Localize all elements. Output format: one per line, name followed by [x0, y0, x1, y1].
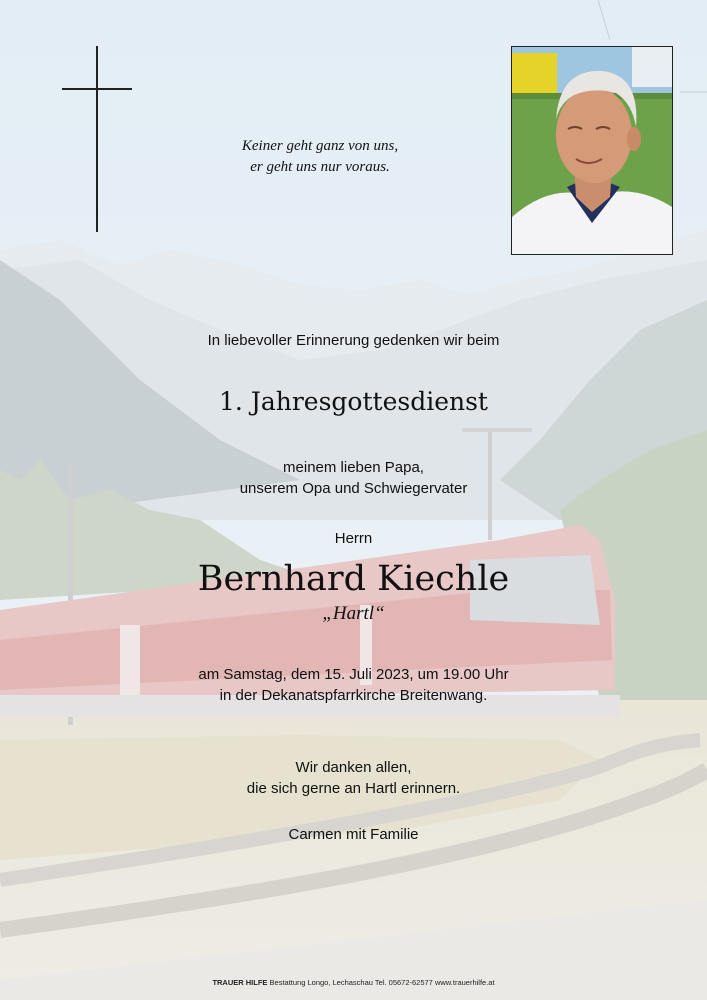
motto: [200, 136, 440, 178]
footer: [0, 978, 707, 987]
relation-line-1: meinem lieben Papa,: [283, 459, 424, 476]
date-line: am Samstag, dem 15. Juli 2023, um 19.00 Uhr: [198, 666, 509, 683]
portrait-photo: [511, 46, 673, 255]
footer-brand: TRAUER HILFE: [212, 978, 268, 987]
deceased-name: Bernhard Kiechle: [197, 559, 510, 599]
event-title: 1. Jahresgottesdienst: [219, 387, 488, 416]
thanks-text: [0, 757, 707, 799]
cross-icon: [62, 46, 132, 232]
date-place: [0, 664, 707, 706]
relation-line-2: unserem Opa und Schwiegervater: [239, 480, 468, 497]
motto-line-1: Keiner geht ganz von uns,: [241, 138, 399, 154]
intro-text: In liebevoller Erinnerung gedenken wir beim: [207, 332, 500, 349]
thanks-line-2: die sich gerne an Hartl erinnern.: [246, 780, 461, 797]
relation-text: [0, 457, 707, 499]
motto-line-2: er geht uns nur voraus.: [250, 159, 390, 175]
footer-text: Bestattung Longo, Lechaschau Tel. 05672-62577 www.trauerhilfe.at: [269, 978, 495, 987]
salutation: Herrn: [334, 530, 373, 547]
signature: Carmen mit Familie: [288, 826, 419, 843]
nickname: „Hartl“: [322, 603, 385, 624]
thanks-line-1: Wir danken allen,: [295, 759, 412, 776]
place-line: in der Dekanatspfarrkirche Breitenwang.: [219, 687, 488, 704]
